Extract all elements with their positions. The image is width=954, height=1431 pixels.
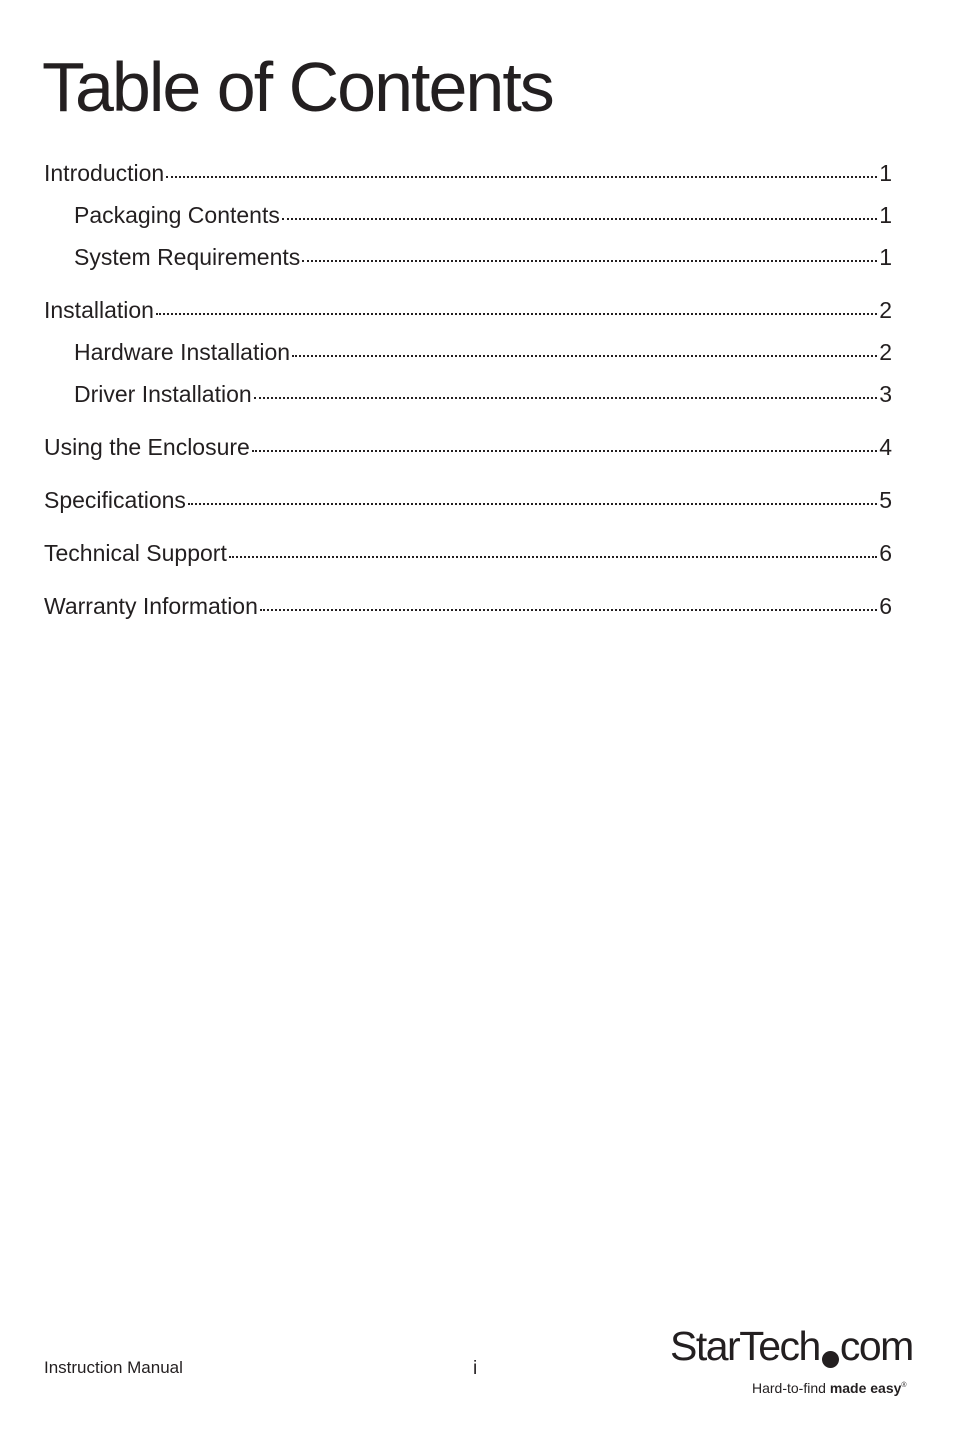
- page-title: Table of Contents: [42, 48, 553, 126]
- toc-entry-hardware-installation[interactable]: [44, 339, 892, 381]
- startech-logo: [670, 1323, 920, 1400]
- toc-entry-page: 2: [879, 339, 892, 365]
- logo-dot-icon: [822, 1351, 839, 1368]
- toc-entry-title: Specifications: [44, 487, 186, 513]
- toc-entry-specifications[interactable]: [44, 487, 892, 529]
- toc-entry-title: Introduction: [44, 160, 165, 186]
- toc-entry-page: 2: [879, 297, 892, 323]
- toc-entry-using-the-enclosure[interactable]: [44, 434, 892, 476]
- toc-entry-title: Driver Installation: [74, 381, 252, 407]
- toc-entry-driver-installation[interactable]: [44, 381, 892, 423]
- toc-dot-leader: [166, 174, 877, 178]
- toc-entry-warranty-information[interactable]: [44, 593, 892, 635]
- toc-entry-page: 3: [879, 381, 892, 407]
- toc-entry-system-requirements[interactable]: [44, 244, 892, 286]
- table-of-contents: [44, 160, 892, 635]
- logo-tagline-regular: Hard-to-find: [752, 1380, 830, 1396]
- toc-dot-leader: [156, 311, 877, 315]
- toc-dot-leader: [188, 501, 877, 505]
- toc-entry-title: Packaging Contents: [74, 202, 280, 228]
- toc-entry-page: 1: [879, 202, 892, 228]
- toc-entry-title: Hardware Installation: [74, 339, 291, 365]
- logo-domain-text: com: [839, 1323, 913, 1369]
- toc-entry-title: Installation: [44, 297, 154, 323]
- footer-manual-label: Instruction Manual: [44, 1358, 183, 1377]
- toc-dot-leader: [282, 216, 877, 220]
- toc-entry-title: Technical Support: [44, 540, 227, 566]
- toc-entry-page: 1: [879, 244, 892, 270]
- toc-entry-title: Warranty Information: [44, 593, 258, 619]
- toc-entry-installation[interactable]: [44, 297, 892, 339]
- toc-entry-page: 6: [879, 540, 892, 566]
- toc-dot-leader: [260, 607, 877, 611]
- toc-entry-title: Using the Enclosure: [44, 434, 250, 460]
- toc-entry-page: 5: [879, 487, 892, 513]
- logo-tagline: [752, 1380, 907, 1396]
- toc-dot-leader: [252, 448, 877, 452]
- logo-tagline-bold: made easy: [829, 1380, 902, 1396]
- toc-dot-leader: [302, 258, 877, 262]
- toc-entry-title: System Requirements: [74, 244, 301, 270]
- registered-mark-icon: ®: [901, 1382, 907, 1389]
- toc-entry-page: 1: [879, 160, 892, 186]
- toc-dot-leader: [254, 395, 878, 399]
- toc-entry-introduction[interactable]: [44, 160, 892, 202]
- logo-brand-text: StarTech: [670, 1323, 820, 1369]
- footer-page-number: i: [473, 1358, 478, 1379]
- toc-entry-technical-support[interactable]: [44, 540, 892, 582]
- logo-wordmark: [670, 1323, 913, 1369]
- toc-entry-packaging-contents[interactable]: [44, 202, 892, 244]
- toc-entry-page: 6: [879, 593, 892, 619]
- toc-dot-leader: [292, 353, 877, 357]
- toc-dot-leader: [229, 554, 877, 558]
- toc-entry-page: 4: [879, 434, 892, 460]
